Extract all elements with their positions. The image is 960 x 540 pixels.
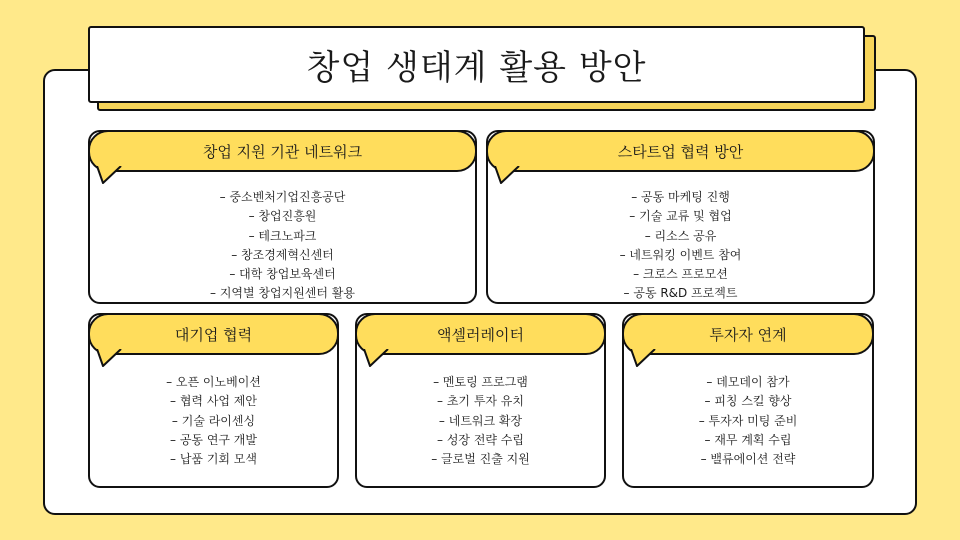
list-item: – 창조경제혁신센터 bbox=[231, 247, 334, 262]
list-item: – 데모데이 참가 bbox=[706, 375, 790, 389]
card-investor-linkage bbox=[622, 313, 874, 488]
list-item: – 창업진흥원 bbox=[248, 209, 317, 224]
speech-bubble-tail-icon bbox=[364, 349, 394, 367]
card-item-list bbox=[357, 373, 604, 469]
list-item: – 기술 교류 및 협업 bbox=[629, 209, 732, 224]
card-heading: 창업 지원 기관 네트워크 bbox=[202, 142, 363, 161]
list-item: – 오픈 이노베이션 bbox=[166, 375, 261, 389]
list-item: – 글로벌 진출 지원 bbox=[431, 452, 530, 467]
list-item: – 협력 사업 제안 bbox=[170, 394, 257, 409]
list-item: – 납품 기회 모색 bbox=[170, 452, 257, 467]
card-item-list bbox=[624, 373, 872, 469]
card-startup-support-network bbox=[88, 130, 477, 304]
list-item: – 멘토링 프로그램 bbox=[433, 375, 528, 389]
list-item: – 공동 연구 개발 bbox=[170, 432, 257, 447]
speech-bubble-tail-icon bbox=[631, 349, 661, 367]
list-item: – 밸류에이션 전략 bbox=[700, 452, 796, 467]
list-item: – 네트워크 확장 bbox=[438, 413, 523, 428]
card-heading: 대기업 협력 bbox=[174, 325, 253, 344]
card-enterprise-collaboration bbox=[88, 313, 339, 488]
card-item-list bbox=[90, 188, 475, 304]
speech-bubble-tail-icon bbox=[97, 166, 127, 184]
list-item: – 재무 계획 수립 bbox=[704, 432, 792, 447]
card-heading: 스타트업 협력 방안 bbox=[617, 142, 744, 161]
card-item-list bbox=[488, 188, 873, 304]
list-item: – 중소벤처기업진흥공단 bbox=[219, 190, 346, 204]
speech-bubble-tail-icon bbox=[495, 166, 525, 184]
card-heading: 액셀러레이터 bbox=[437, 325, 524, 344]
list-item: – 투자자 미팅 준비 bbox=[698, 413, 798, 428]
speech-bubble-tail-icon bbox=[97, 349, 127, 367]
list-item: – 피칭 스킬 향상 bbox=[704, 394, 792, 409]
slide-title: 창업 생태계 활용 방안 bbox=[306, 48, 647, 88]
list-item: – 성장 전략 수립 bbox=[437, 432, 524, 447]
list-item: – 초기 투자 유치 bbox=[437, 394, 524, 409]
list-item: – 테크노파크 bbox=[248, 228, 317, 243]
card-heading: 투자자 연계 bbox=[709, 325, 787, 344]
list-item: – 대학 창업보육센터 bbox=[229, 267, 336, 282]
card-accelerator bbox=[355, 313, 606, 488]
list-item: – 기술 라이센싱 bbox=[171, 413, 256, 428]
list-item: – 크로스 프로모션 bbox=[633, 267, 728, 282]
card-heading-bubble bbox=[486, 130, 875, 172]
list-item: – 리소스 공유 bbox=[644, 228, 717, 243]
list-item: – 공동 마케팅 진행 bbox=[631, 190, 730, 204]
list-item: – 네트워킹 이벤트 참여 bbox=[619, 247, 742, 262]
card-startup-collaboration bbox=[486, 130, 875, 304]
list-item: – 공동 R&D 프로젝트 bbox=[623, 286, 738, 301]
list-item: – 지역별 창업지원센터 활용 bbox=[210, 286, 355, 301]
card-item-list bbox=[90, 373, 337, 469]
card-heading-bubble bbox=[88, 130, 477, 172]
title-box bbox=[88, 26, 865, 103]
